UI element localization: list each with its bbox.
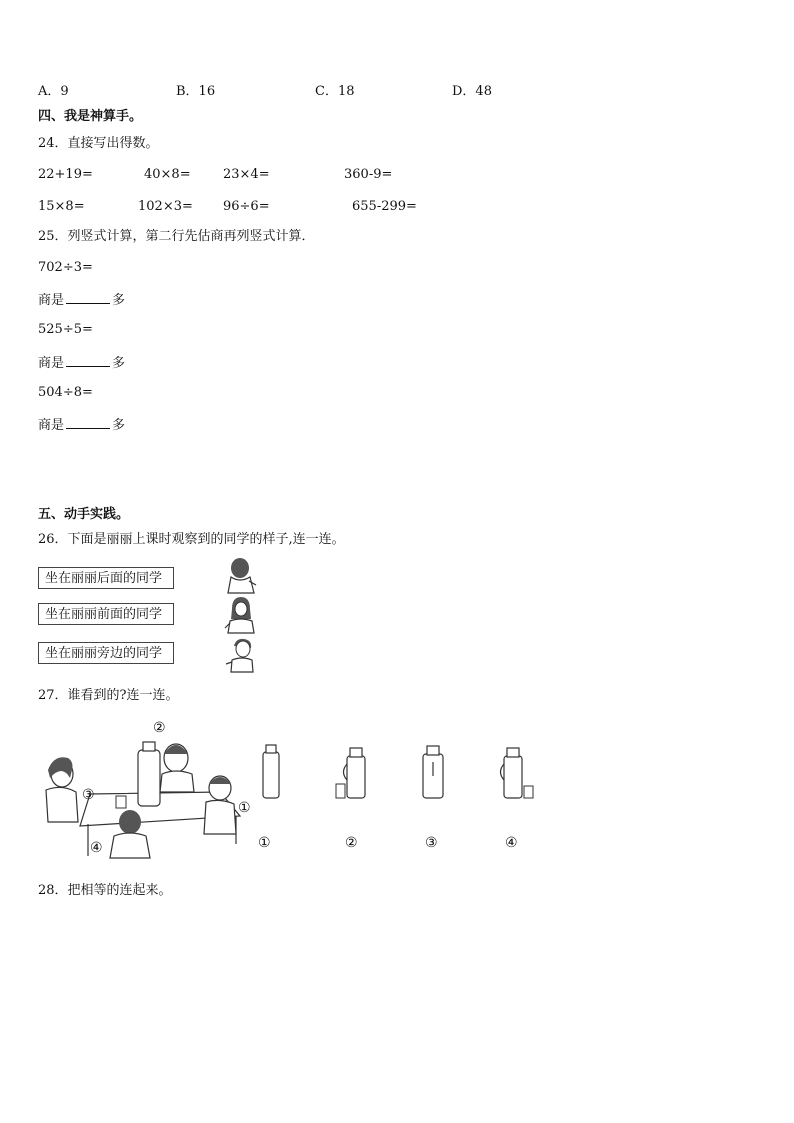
scene-label-4: ④ [90, 840, 103, 856]
q25-expression: 702÷3= [38, 260, 93, 275]
view-option-2-illustration[interactable] [334, 744, 374, 802]
q25-expression: 504÷8= [38, 385, 93, 400]
q26-box-front[interactable]: 坐在丽丽前面的同学 [38, 603, 174, 625]
q24-item: 40×8= [144, 167, 191, 182]
q26-prompt: 26．下面是丽丽上课时观察到的同学的样子,连一连。 [38, 532, 345, 547]
q25-expression: 525÷5= [38, 322, 93, 337]
scene-label-1: ① [238, 800, 251, 816]
q24-item: 360-9= [344, 167, 393, 182]
q27-prompt: 27．谁看到的?连一连。 [38, 688, 179, 703]
quotient-suffix: 多 [112, 418, 126, 433]
q25-prompt: 25．列竖式计算，第二行先估商再列竖式计算． [38, 229, 315, 244]
q24-item: 96÷6= [223, 199, 270, 214]
q24-prompt: 24．直接写出得数。 [38, 136, 159, 151]
q28-prompt: 28．把相等的连起来。 [38, 883, 172, 898]
q24-item: 22+19= [38, 167, 93, 182]
view-option-3-illustration[interactable] [418, 742, 448, 802]
quotient-prefix: 商是 [38, 356, 65, 371]
student-back-view-illustration[interactable] [222, 557, 262, 597]
q25-quotient-line [38, 291, 125, 309]
option-c: C．18 [315, 84, 355, 99]
student-front-view-girl-illustration[interactable] [222, 595, 262, 635]
section-5-heading: 五、动手实践。 [38, 507, 130, 522]
answer-blank[interactable] [66, 416, 110, 429]
view-option-4-illustration[interactable] [494, 744, 538, 802]
q24-item: 15×8= [38, 199, 85, 214]
option-a: A．9 [38, 84, 69, 99]
quotient-prefix: 商是 [38, 418, 65, 433]
answer-blank[interactable] [66, 354, 110, 367]
option-d: D．48 [452, 84, 492, 99]
q24-item: 23×4= [223, 167, 270, 182]
q24-item: 102×3= [138, 199, 193, 214]
option-b: B．16 [176, 84, 216, 99]
quotient-suffix: 多 [112, 356, 126, 371]
view-label-2: ② [345, 835, 358, 851]
q26-box-side[interactable]: 坐在丽丽旁边的同学 [38, 642, 174, 664]
table-scene-illustration [40, 718, 250, 858]
q26-box-behind[interactable]: 坐在丽丽后面的同学 [38, 567, 174, 589]
q24-item: 655-299= [352, 199, 417, 214]
q25-quotient-line [38, 354, 125, 372]
scene-label-2: ② [153, 720, 166, 736]
view-label-1: ① [258, 835, 271, 851]
section-4-heading: 四、我是神算手。 [38, 109, 143, 124]
quotient-prefix: 商是 [38, 293, 65, 308]
q25-quotient-line [38, 416, 125, 434]
scene-label-3: ③ [82, 787, 95, 803]
view-label-3: ③ [425, 835, 438, 851]
student-side-view-boy-illustration[interactable] [222, 636, 262, 676]
quotient-suffix: 多 [112, 293, 126, 308]
view-option-1-illustration[interactable] [258, 742, 286, 802]
answer-blank[interactable] [66, 291, 110, 304]
view-label-4: ④ [505, 835, 518, 851]
